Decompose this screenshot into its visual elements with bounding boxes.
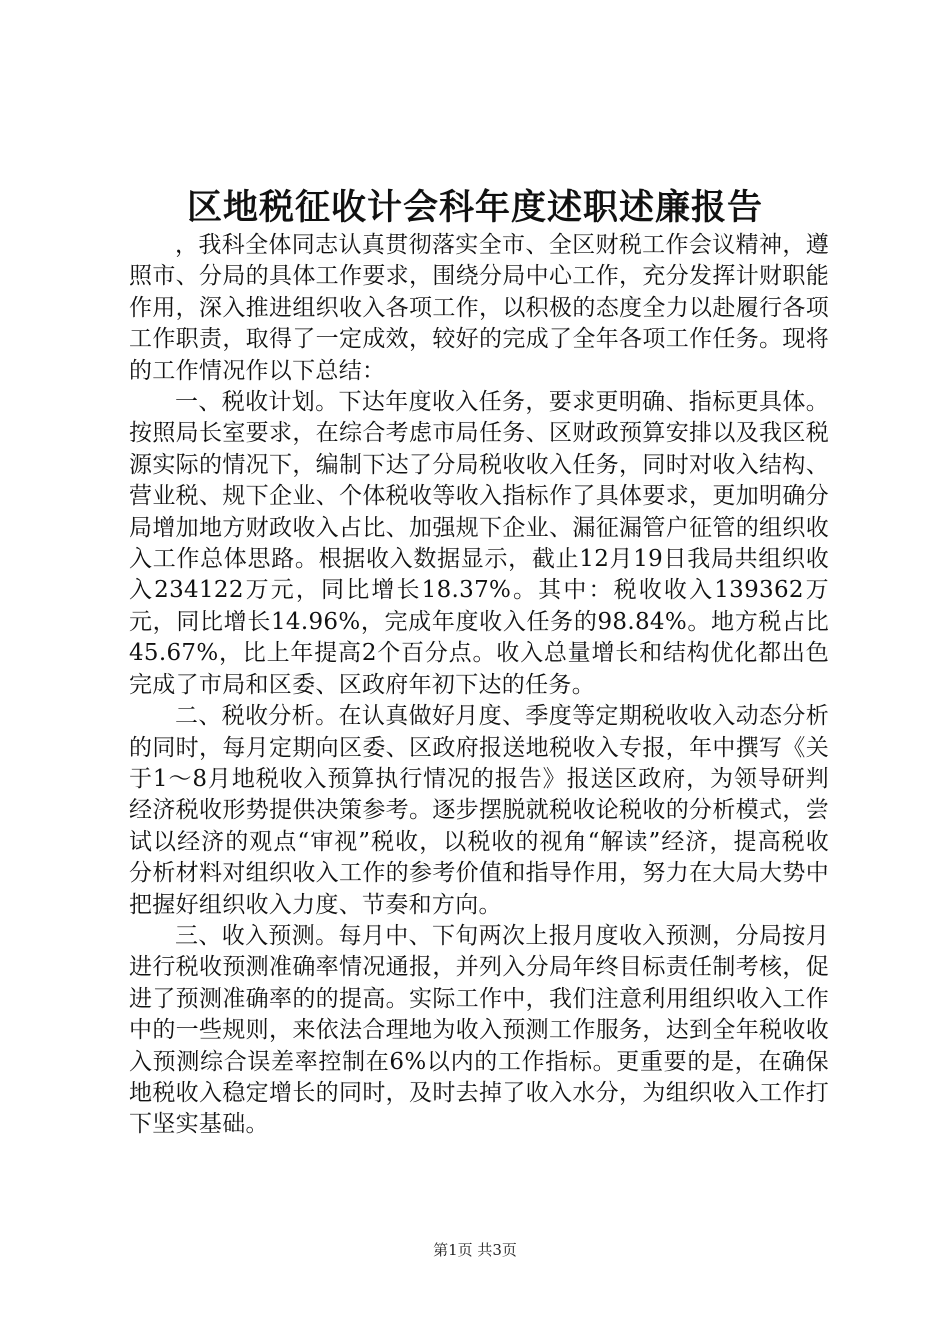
- document-body: [129, 230, 829, 1141]
- body-paragraph-revenue-forecast: 三、收入预测。每月中、下旬两次上报月度收入预测，分局按月进行税收预测准确率情况通报，并列入分局年终目标责任制考核，促进了预测准确率的的提高。实际工作中，我们注意利用组织收入工作中的一些规则，来依法合理地为收入预测工作服务，达到全年税收收入预测综合误差率控制在6%以内的工作指标。更重要的是，在确保地税收入稳定增长的同时，及时去掉了收入水分，为组织收入工作打下坚实基础。: [129, 922, 829, 1138]
- body-paragraph-tax-plan: 一、税收计划。下达年度收入任务，要求更明确、指标更具体。按照局长室要求，在综合考虑市局任务、区财政预算安排以及我区税源实际的情况下，编制下达了分局税收收入任务，同时对收入结构、营业税、规下企业、个体税收等收入指标作了具体要求，更加明确分局增加地方财政收入占比、加强规下企业、漏征漏管户征管的组织收入工作总体思路。根据收入数据显示，截止12月19日我局共组织收入234122万元，同比增长18.37%。其中：税收收入139362万元，同比增长14.96%，完成年度收入任务的98.84%。地方税占比45.67%，比上年提高2个百分点。收入总量增长和结构优化都出色完成了市局和区委、区政府年初下达的任务。: [129, 389, 829, 698]
- body-paragraph-intro: ，我科全体同志认真贯彻落实全市、全区财税工作会议精神，遵照市、分局的具体工作要求，围绕分局中心工作，充分发挥计财职能作用，深入推进组织收入各项工作，以积极的态度全力以赴履行各项工作职责，取得了一定成效，较好的完成了全年各项工作任务。现将的工作情况作以下总结：: [129, 232, 829, 384]
- document-title: 区地税征收计会科年度述职述廉报告: [186, 187, 763, 228]
- page-footer: 第1页 共3页: [433, 1241, 517, 1259]
- body-paragraph-tax-analysis: 二、税收分析。在认真做好月度、季度等定期税收收入动态分析的同时，每月定期向区委、区政府报送地税收入专报，年中撰写《关于1～8月地税收入预算执行情况的报告》报送区政府，为领导研判经济税收形势提供决策参考。逐步摆脱就税收论税收的分析模式，尝试以经济的观点“审视”税收，以税收的视角“解读”经济，提高税收分析材料对组织收入工作的参考价值和指导作用，努力在大局大势中把握好组织收入力度、节奏和方向。: [129, 703, 829, 918]
